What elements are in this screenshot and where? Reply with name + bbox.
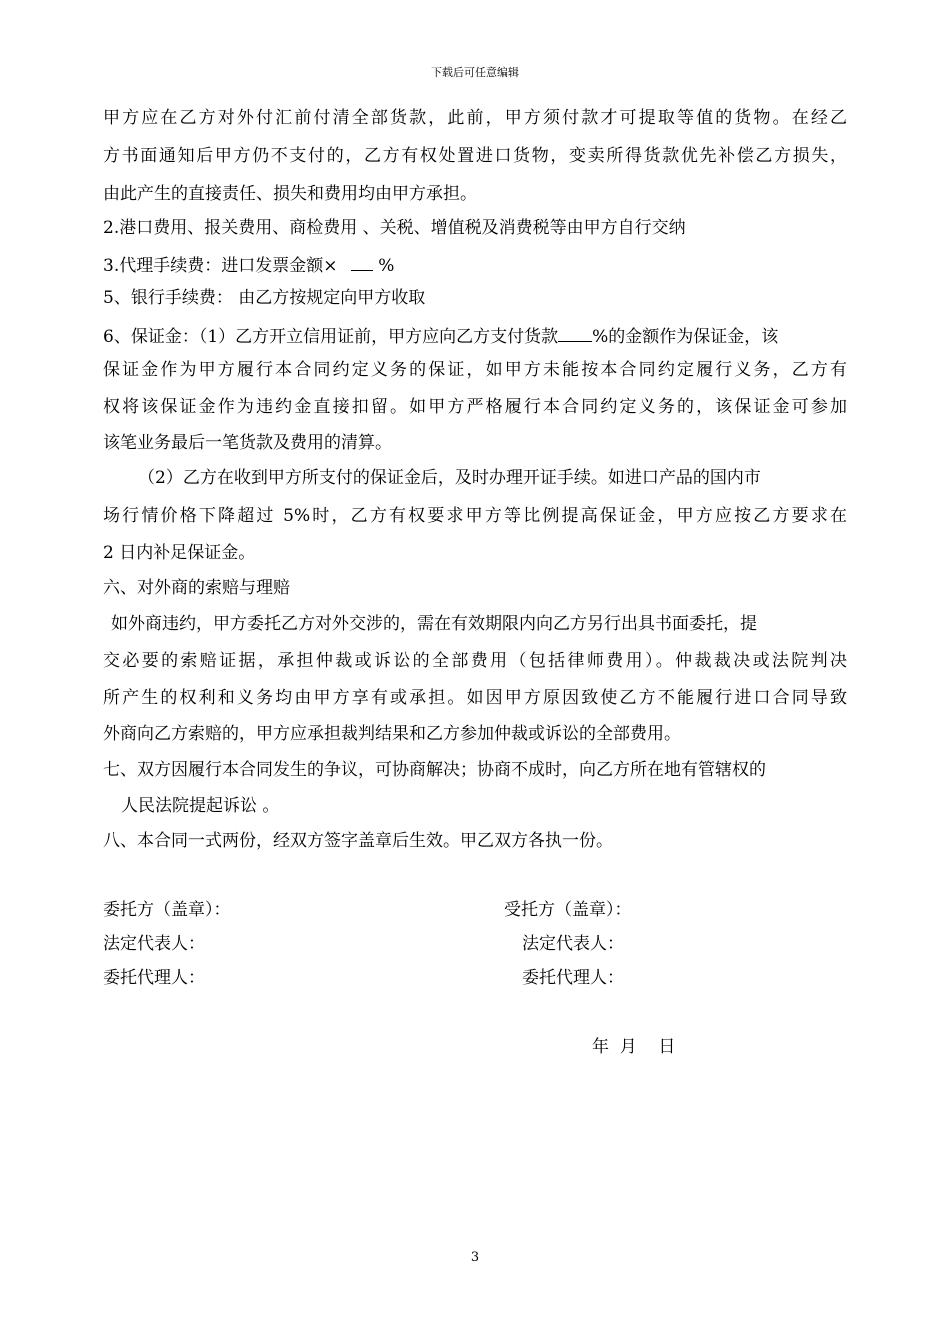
principal-party-label: 委托方（盖章）： [103,900,231,920]
paragraph-line: 场行情价格下降超过 5%时，乙方有权要求甲方等比例提高保证金，甲方应按乙方要求在 [103,506,847,526]
paragraph-line: 由此产生的直接责任、损失和费用均由甲方承担。 [103,184,477,204]
deposit-rate-blank [558,324,592,342]
agent-agent-label: 委托代理人： [522,968,624,988]
principal-agent-label: 委托代理人： [103,968,205,988]
paragraph-line: 外商向乙方索赔的，甲方应承担裁判结果和乙方参加仲裁或诉讼的全部费用。 [103,724,681,744]
clause-6-line [103,324,778,347]
agent-party-label: 受托方（盖章）： [504,900,632,920]
clause-6-text-b: %的金额作为保证金，该 [592,327,779,347]
fee-rate-blank [351,253,373,271]
clause-3 [103,253,394,276]
section-6-title: 六、对外商的索赔与理赔 [103,578,290,598]
clause-3-text: 3.代理手续费：进口发票金额× [103,256,338,276]
section-8: 八、本合同一式两份，经双方签字盖章后生效。甲乙双方各执一份。 [103,831,613,851]
signing-date: 年 月 日 [592,1037,676,1057]
paragraph-line: 方书面通知后甲方仍不支付的，乙方有权处置进口货物，变卖所得货款优先补偿乙方损失， [103,146,847,166]
clause-5: 5、银行手续费： 由乙方按规定向甲方收取 [103,288,426,308]
paragraph-line: 权将该保证金作为违约金直接扣留。如甲方严格履行本合同约定义务的，该保证金可参加 [103,397,847,417]
paragraph-line: 2 日内补足保证金。 [103,543,256,563]
section-7-line: 七、双方因履行本合同发生的争议，可协商解决；协商不成时，向乙方所在地有管辖权的 [103,760,766,780]
clause-3-percent: % [378,256,395,276]
agent-legal-rep-label: 法定代表人： [522,934,624,954]
clause-2: 2.港口费用、报关费用、商检费用 、关税、增值税及消费税等由甲方自行交纳 [103,218,686,238]
clause-6-text-a: 6、保证金：（1）乙方开立信用证前，甲方应向乙方支付货款 [103,327,559,347]
section-7-line: 人民法院提起诉讼 。 [121,796,280,816]
paragraph-line: 该笔业务最后一笔货款及费用的清算。 [103,433,392,453]
principal-legal-rep-label: 法定代表人： [103,934,205,954]
paragraph-line: 所产生的权利和义务均由甲方享有或承担。如因甲方原因致使乙方不能履行进口合同导致 [103,688,847,708]
page-header: 下载后可任意编辑 [431,66,519,79]
paragraph-line: 甲方应在乙方对外付汇前付清全部货款，此前，甲方须付款才可提取等值的货物。在经乙 [103,108,847,128]
paragraph-line: 交必要的索赔证据，承担仲裁或诉讼的全部费用（包括律师费用）。仲裁裁决或法院判决 [103,651,847,671]
paragraph-line: 如外商违约，甲方委托乙方对外交涉的，需在有效期限内向乙方另行出具书面委托，提 [111,614,757,634]
page-number: 3 [470,1250,480,1265]
paragraph-line: （2）乙方在收到甲方所支付的保证金后，及时办理开证手续。如进口产品的国内市 [138,468,761,488]
paragraph-line: 保证金作为甲方履行本合同约定义务的保证，如甲方未能按本合同约定履行义务，乙方有 [103,360,847,380]
